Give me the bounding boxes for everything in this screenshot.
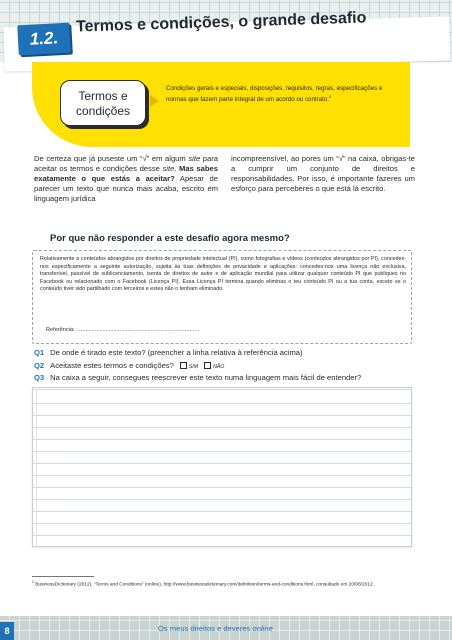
challenge-heading: Por que não responder a este desafio agora mesmo? (50, 233, 290, 244)
intro-right-column: incompreensível, ao pores um “√” na caixa, obrigas-te a cumprir um conjunto de direitos e responsabilidades. Por isso, é importante fazeres um esforço para perceberes o que está lá escrito. (231, 154, 415, 193)
intro-left-column (34, 154, 218, 204)
intro-text: . (174, 164, 180, 173)
page-number: 8 (0, 622, 14, 640)
section-number: 1.2. (29, 28, 59, 49)
question-number: Q1 (34, 348, 45, 357)
option-yes-label: SIM (188, 364, 199, 370)
footnote-divider (32, 576, 94, 577)
question-text: De onde é tirado este texto? (preencher a linha relativa à referência acima) (50, 348, 303, 357)
question-2 (34, 361, 224, 370)
intro-text: para aceitar os termos e condições desse (34, 154, 219, 173)
definition-body: Condições gerais e especiais, disposições, requisitos, regras, especificações e normas que fazem parte integral de um acordo ou contrato. (166, 85, 383, 104)
excerpt-text: Relativamente a conteúdos abrangidos por direitos de propriedade intelectual (PI), como fotografias e vídeos (conteúdos abrangidos por PI), concedes-nos especificamente a seguinte autorização, sujeita às tuas definições de privacidade e aplicações: concedes-nos uma licença não exclusiva, transferível, passível de sublicenciamento, isenta de direitos de autor e de aplicação mundial para utilizar qualquer conteúdo PI que publiques no Facebook ou relacionado com o Facebook (Licença PI). Essa Licença PI termina quando eliminas o teu conteúdo PI ou a tua conta, exceto se o conteúdo tiver sido partilhado com terceiros e estes não o tenham eliminado. (40, 256, 406, 293)
term-line1: Termos e (78, 89, 128, 103)
term-box (60, 80, 146, 126)
intro-text: Apesar de parecer um texto que nunca mais acaba, escrito em linguagem jurídica (34, 174, 218, 203)
question-3 (34, 373, 361, 382)
intro-text: De certeza que já puseste um “√” em algum (34, 154, 189, 163)
footnote-ref: 2 (329, 94, 332, 100)
answer-writing-area[interactable] (32, 387, 412, 547)
checkbox-yes[interactable] (180, 362, 187, 369)
option-no-label: NÃO (213, 364, 225, 370)
reference-line[interactable]: Referência: ............................................................................... (46, 327, 199, 333)
footer-title (158, 624, 273, 633)
question-number: Q2 (34, 361, 45, 370)
footnote-text: BusinessDictionary (2012), “Terms and Conditions” (online), http://www.businessdictionary.com/definition/terms-and-conditions.html, consultado em 20/08/2012. (33, 582, 375, 588)
intro-italic: site (188, 154, 201, 163)
page-title: Termos e condições, o grande desafio (75, 9, 367, 36)
section-number-badge (17, 23, 70, 56)
intro-bold-question: Mas sabes exatamente o que estás a aceitar? (34, 164, 218, 183)
notebook-margin-line (36, 387, 37, 547)
definition-text (166, 85, 386, 105)
question-1 (34, 348, 303, 357)
footnote (32, 579, 416, 589)
term-line2: condições (75, 104, 131, 118)
footnote-number: 2 (32, 580, 34, 584)
checkbox-no[interactable] (204, 362, 211, 369)
question-number: Q3 (34, 373, 45, 382)
question-text: Na caixa a seguir, consegues reescrever este texto numa linguagem mais fácil de entender? (50, 373, 362, 382)
arrow-icon (150, 95, 159, 107)
intro-italic: site (162, 164, 175, 173)
footer-italic: online (252, 624, 273, 633)
footer-text: Os meus direitos e deveres (158, 624, 253, 633)
question-text: Aceitaste estes termos e condições? (50, 361, 174, 370)
